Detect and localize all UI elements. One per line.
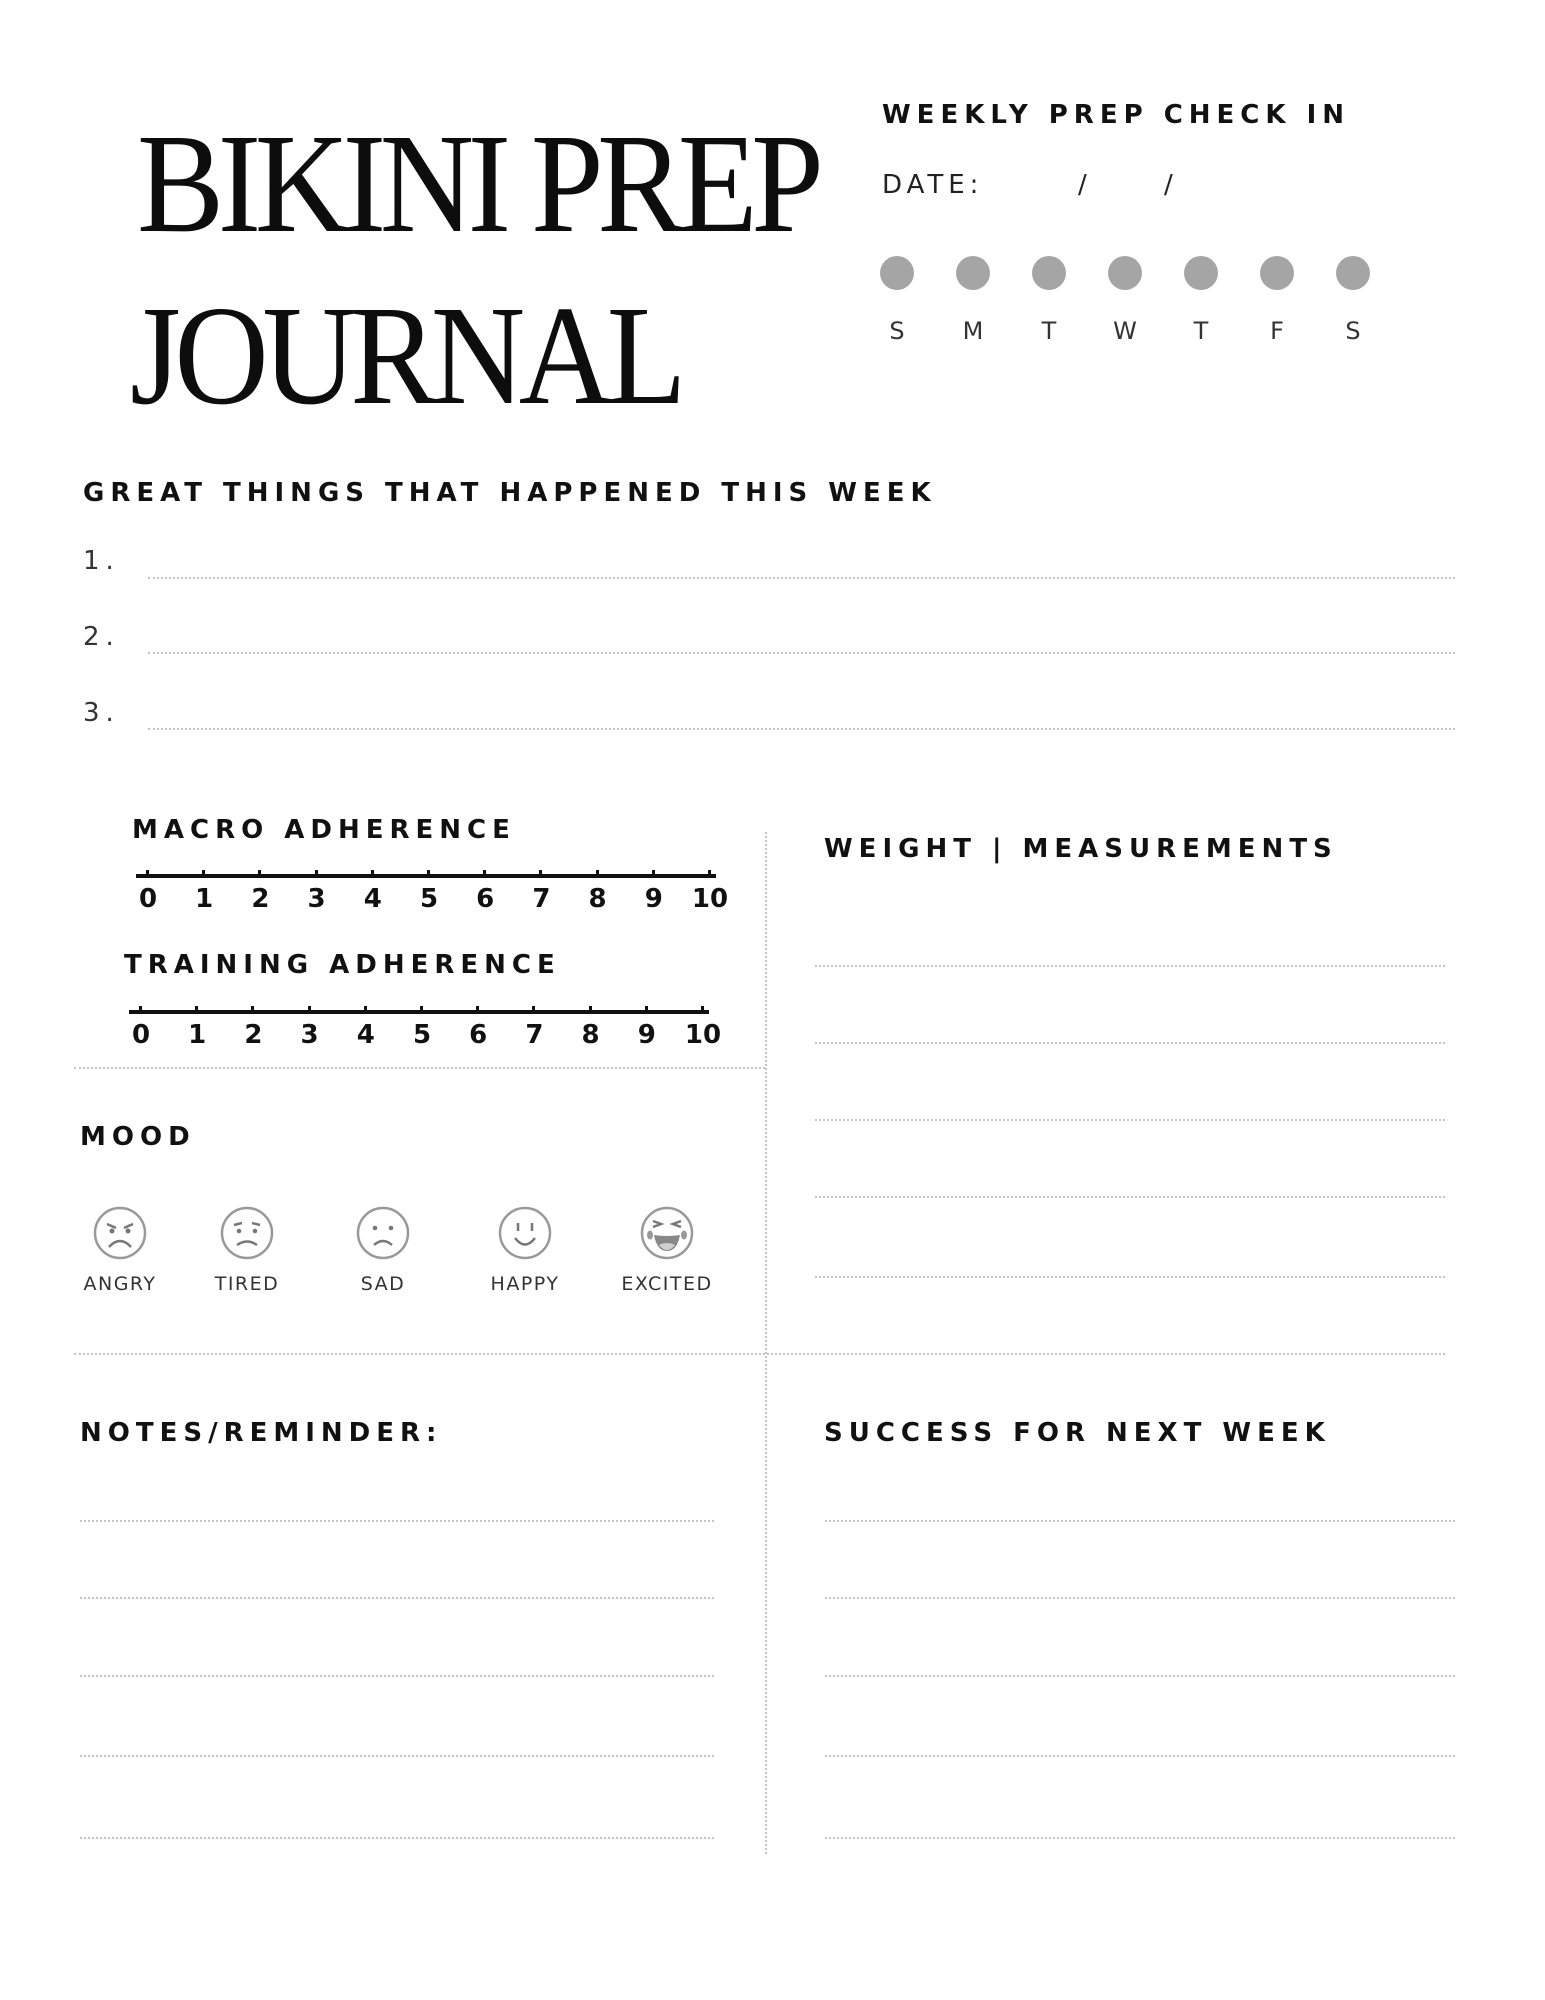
day-dot-4[interactable]	[1184, 256, 1218, 290]
success-heading: SUCCESS FOR NEXT WEEK	[824, 1418, 1331, 1448]
mood-heading: MOOD	[80, 1122, 196, 1152]
mood-sad[interactable]	[318, 1205, 448, 1295]
notes-line-4[interactable]	[80, 1755, 714, 1757]
tired-face-icon	[219, 1205, 275, 1261]
training-scale-label-1[interactable]: 1	[188, 1020, 207, 1050]
training-heading: TRAINING ADHERENCE	[124, 950, 561, 980]
training-tick-7	[532, 1006, 535, 1010]
day-dot-1[interactable]	[956, 256, 990, 290]
day-dot-0[interactable]	[880, 256, 914, 290]
mood-label-happy: HAPPY	[490, 1273, 560, 1295]
macro-scale-label-4[interactable]: 4	[363, 884, 382, 914]
great-thing-number-3: 3.	[83, 698, 120, 728]
date-label: DATE:	[882, 170, 984, 200]
training-tick-0	[139, 1006, 142, 1010]
macro-tick-7	[539, 870, 542, 874]
mood-label-sad: SAD	[360, 1273, 406, 1295]
mood-tired[interactable]	[182, 1205, 312, 1295]
day-dot-3[interactable]	[1108, 256, 1142, 290]
macro-scale-label-3[interactable]: 3	[307, 884, 326, 914]
day-letter-6: S	[1345, 317, 1361, 345]
divider-middle-bottom	[74, 1353, 1445, 1355]
training-tick-9	[645, 1006, 648, 1010]
macro-tick-1	[202, 870, 205, 874]
training-scale-label-6[interactable]: 6	[469, 1020, 488, 1050]
weight-line-4[interactable]	[815, 1196, 1445, 1198]
notes-line-1[interactable]	[80, 1520, 714, 1522]
notes-heading: NOTES/REMINDER:	[80, 1418, 443, 1448]
weight-line-1[interactable]	[815, 965, 1445, 967]
macro-tick-3	[315, 870, 318, 874]
mood-happy[interactable]	[460, 1205, 590, 1295]
macro-tick-0	[146, 870, 149, 874]
center-divider	[765, 832, 767, 1854]
weight-line-3[interactable]	[815, 1119, 1445, 1121]
great-thing-number-2: 2.	[83, 622, 120, 652]
divider-adherence-mood	[74, 1067, 765, 1069]
macro-tick-2	[258, 870, 261, 874]
mood-label-excited: EXCITED	[621, 1273, 713, 1295]
mood-excited[interactable]	[602, 1205, 732, 1295]
macro-scale-label-0[interactable]: 0	[138, 884, 158, 914]
day-letter-1: M	[962, 317, 984, 345]
mood-label-angry: ANGRY	[83, 1273, 157, 1295]
macro-tick-9	[652, 870, 655, 874]
checkin-heading: WEEKLY PREP CHECK IN	[882, 100, 1351, 130]
happy-face-icon	[497, 1205, 553, 1261]
day-dot-5[interactable]	[1260, 256, 1294, 290]
angry-face-icon	[92, 1205, 148, 1261]
date-separator-1: /	[1078, 170, 1092, 200]
macro-scale-bar[interactable]	[136, 874, 716, 878]
notes-line-5[interactable]	[80, 1837, 714, 1839]
great-thing-line-1[interactable]	[148, 577, 1455, 579]
macro-tick-10	[708, 870, 711, 874]
training-scale-label-8[interactable]: 8	[581, 1020, 600, 1050]
training-tick-8	[589, 1006, 592, 1010]
mood-label-tired: TIRED	[214, 1273, 280, 1295]
success-line-5[interactable]	[825, 1837, 1455, 1839]
training-scale-label-10[interactable]: 10	[684, 1020, 722, 1050]
great-things-heading: GREAT THINGS THAT HAPPENED THIS WEEK	[83, 478, 937, 508]
great-thing-line-2[interactable]	[148, 652, 1455, 654]
day-letter-2: T	[1041, 317, 1057, 345]
macro-scale-label-5[interactable]: 5	[419, 884, 439, 914]
date-separator-2: /	[1164, 170, 1178, 200]
weight-line-5[interactable]	[815, 1276, 1445, 1278]
training-scale-label-0[interactable]: 0	[131, 1020, 151, 1050]
success-line-2[interactable]	[825, 1597, 1455, 1599]
macro-scale-label-7[interactable]: 7	[532, 884, 551, 914]
training-scale-label-7[interactable]: 7	[525, 1020, 544, 1050]
great-thing-number-1: 1.	[83, 546, 120, 576]
day-letter-5: F	[1270, 317, 1284, 345]
training-tick-2	[251, 1006, 254, 1010]
mood-angry[interactable]	[55, 1205, 185, 1295]
macro-tick-6	[483, 870, 486, 874]
weight-line-2[interactable]	[815, 1042, 1445, 1044]
great-thing-line-3[interactable]	[148, 728, 1455, 730]
notes-line-2[interactable]	[80, 1597, 714, 1599]
day-letter-3: W	[1113, 317, 1137, 345]
macro-scale-label-9[interactable]: 9	[644, 884, 663, 914]
training-scale-label-4[interactable]: 4	[356, 1020, 375, 1050]
training-scale-label-9[interactable]: 9	[637, 1020, 656, 1050]
weight-heading: WEIGHT | MEASUREMENTS	[824, 834, 1338, 864]
sad-face-icon	[355, 1205, 411, 1261]
training-tick-10	[701, 1006, 704, 1010]
training-tick-3	[308, 1006, 311, 1010]
success-line-4[interactable]	[825, 1755, 1455, 1757]
day-dot-2[interactable]	[1032, 256, 1066, 290]
macro-tick-4	[371, 870, 374, 874]
training-tick-1	[195, 1006, 198, 1010]
excited-face-icon	[639, 1205, 695, 1261]
macro-scale-label-10[interactable]: 10	[691, 884, 729, 914]
training-tick-5	[420, 1006, 423, 1010]
training-tick-4	[364, 1006, 367, 1010]
macro-scale-label-6[interactable]: 6	[476, 884, 495, 914]
title-line-2: JOURNAL	[130, 276, 681, 434]
success-line-1[interactable]	[825, 1520, 1455, 1522]
training-scale-label-2[interactable]: 2	[244, 1020, 263, 1050]
title-line-1: BIKINI PREP	[137, 104, 818, 262]
macro-tick-8	[596, 870, 599, 874]
notes-line-3[interactable]	[80, 1675, 714, 1677]
macro-tick-5	[427, 870, 430, 874]
macro-scale-label-8[interactable]: 8	[588, 884, 607, 914]
macro-heading: MACRO ADHERENCE	[132, 815, 516, 845]
macro-scale-label-1[interactable]: 1	[195, 884, 214, 914]
macro-scale-label-2[interactable]: 2	[251, 884, 270, 914]
training-scale-bar[interactable]	[129, 1010, 709, 1014]
training-scale-label-3[interactable]: 3	[300, 1020, 319, 1050]
training-tick-6	[476, 1006, 479, 1010]
success-line-3[interactable]	[825, 1675, 1455, 1677]
day-dot-6[interactable]	[1336, 256, 1370, 290]
day-letter-0: S	[889, 317, 905, 345]
training-scale-label-5[interactable]: 5	[412, 1020, 432, 1050]
day-letter-4: T	[1193, 317, 1209, 345]
